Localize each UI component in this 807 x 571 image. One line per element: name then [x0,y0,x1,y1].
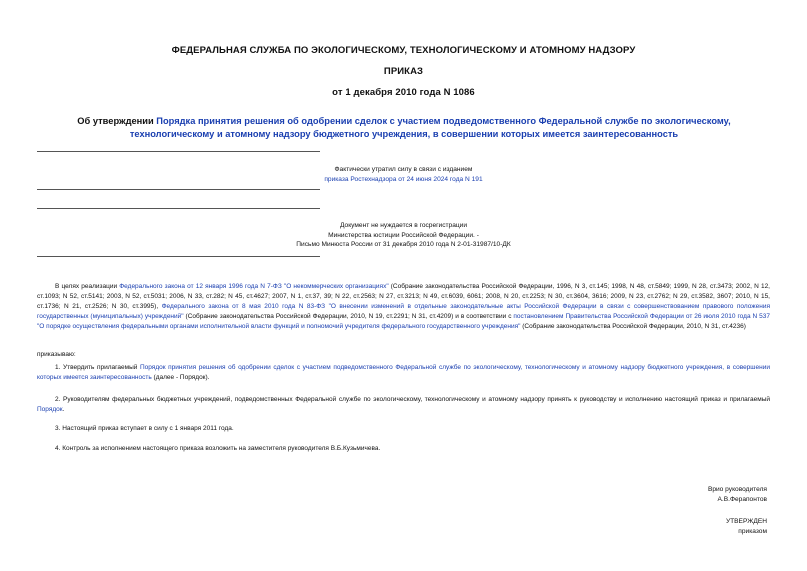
registration-line-2: Министерства юстиции Российской Федерации. - [328,231,479,239]
title-prefix: Об утверждении [77,116,157,126]
divider [37,189,320,190]
divider [37,208,320,209]
item-2-tail: . [62,406,65,413]
divider [37,256,320,257]
signature-role: Врио руководителя [707,486,767,493]
registration-note [0,221,807,250]
item-2-text: 2. Руководителям федеральных бюджетных учреждений, подведомственных Федеральной службе по экологическому, технологическому и атомному надзору принять к руководству и исполнению настоящий приказ и прилагаемый [55,396,770,403]
preamble-text: (Собрание законодательства Российской Федерации, 1996, N 3, ст.145; 1998, N 48, ст.5849; 1999, N 28, ст.3473; 2002, N 12, ст.1093; N 52, ст.5141; 2003, N 52, ст.5031; 2006, N 33, ст.282; N 45, ст.4627; 2007, N 1, ст.37, 39; N 22, ст.2563; N 27, ст.3213; N 49, ст.6039, 6061; 2008, N 20, ст.2253; N 30, ст.3604, 3616; 2009, N 23, ст.2762; N 29, ст.3582, 3607; 2010, N 15, ст.1736; N 21, ст.2526; N 30, ст.3995), [37,283,770,310]
approved-block [567,517,767,536]
item-1-tail: (далее - Порядок). [151,374,210,381]
preamble-text: (Собрание законодательства Российской Федерации, 2010, N 31, ст.4236) [520,323,746,330]
approved-by: приказом [738,527,767,535]
signature-name: А.В.Ферапонтов [717,495,767,503]
title-link[interactable]: Порядка принятия решения об одобрении сделок с участием подведомственного Федеральной службе по экологическому, технологическому и атомному надзору бюджетного учреждения, в совершении которых имеется заинтересованность [129,116,731,139]
status-link[interactable]: приказа Ростехнадзора от 24 июня 2024 года N 191 [324,175,483,183]
item-3: 3. Настоящий приказ вступает в силу с 1 января 2011 года. [55,425,234,432]
law-link-7fz[interactable]: Федерального закона от 12 января 1996 года N 7-ФЗ "О некоммерческих организациях" [119,283,389,290]
status-note [0,165,807,184]
procedure-link-2[interactable]: Порядок [37,406,63,413]
divider [37,151,320,152]
decree-link-537[interactable]: постановлением Правительства Российской Федерации от 26 июля 2010 года N 537 "О порядке осуществления федеральными органами исполнительной власти функций и полномочий учредителя федерального государственного учреждения" [37,313,770,330]
preamble-text: (Собрание законодательства Российской Федерации, 2010, N 19, ст.2291; N 31, ст.4209) и в соответствии с [183,313,514,320]
item-2 [37,395,770,415]
approved-word: УТВЕРЖДЕН [725,518,767,525]
item-4: 4. Контроль за исполнением настоящего приказа возложить на заместителя руководителя В.Б.Кузьмичева. [55,445,381,452]
registration-line-3: Письмо Минюста России от 31 декабря 2010 года N 2-01-31987/10-ДК [296,241,511,249]
doc-type: ПРИКАЗ [383,66,424,77]
order-word: приказываю: [37,351,76,358]
preamble [37,282,770,332]
agency-name: ФЕДЕРАЛЬНАЯ СЛУЖБА ПО ЭКОЛОГИЧЕСКОМУ, ТЕХНОЛОГИЧЕСКОМУ И АТОМНОМУ НАДЗОРУ [171,45,636,56]
registration-line-1: Документ не нуждается в госрегистрации [339,222,468,229]
doc-title [48,115,760,141]
item-1 [37,363,770,383]
item-1-text: 1. Утвердить прилагаемый [55,364,140,371]
doc-date-number: от 1 декабря 2010 года N 1086 [332,87,475,98]
signature-block [567,485,767,504]
preamble-text: В целях реализации [55,283,120,290]
status-line-1: Фактически утратил силу в связи с изданием [334,166,473,173]
law-link-83fz[interactable]: Федерального закона от 8 мая 2010 года N 83-ФЗ "О внесении изменений в отдельные законодательные акты Российской Федерации в связи с совершенствованием правового положения государственных (муниципальных) учреждений" [37,303,770,320]
procedure-link[interactable]: Порядок принятия решения об одобрении сделок с участием подведомственного Федеральной службе по экологическому, технологическому и атомному надзору бюджетного учреждения, в совершении которых имеется заинтересованность [37,364,770,381]
